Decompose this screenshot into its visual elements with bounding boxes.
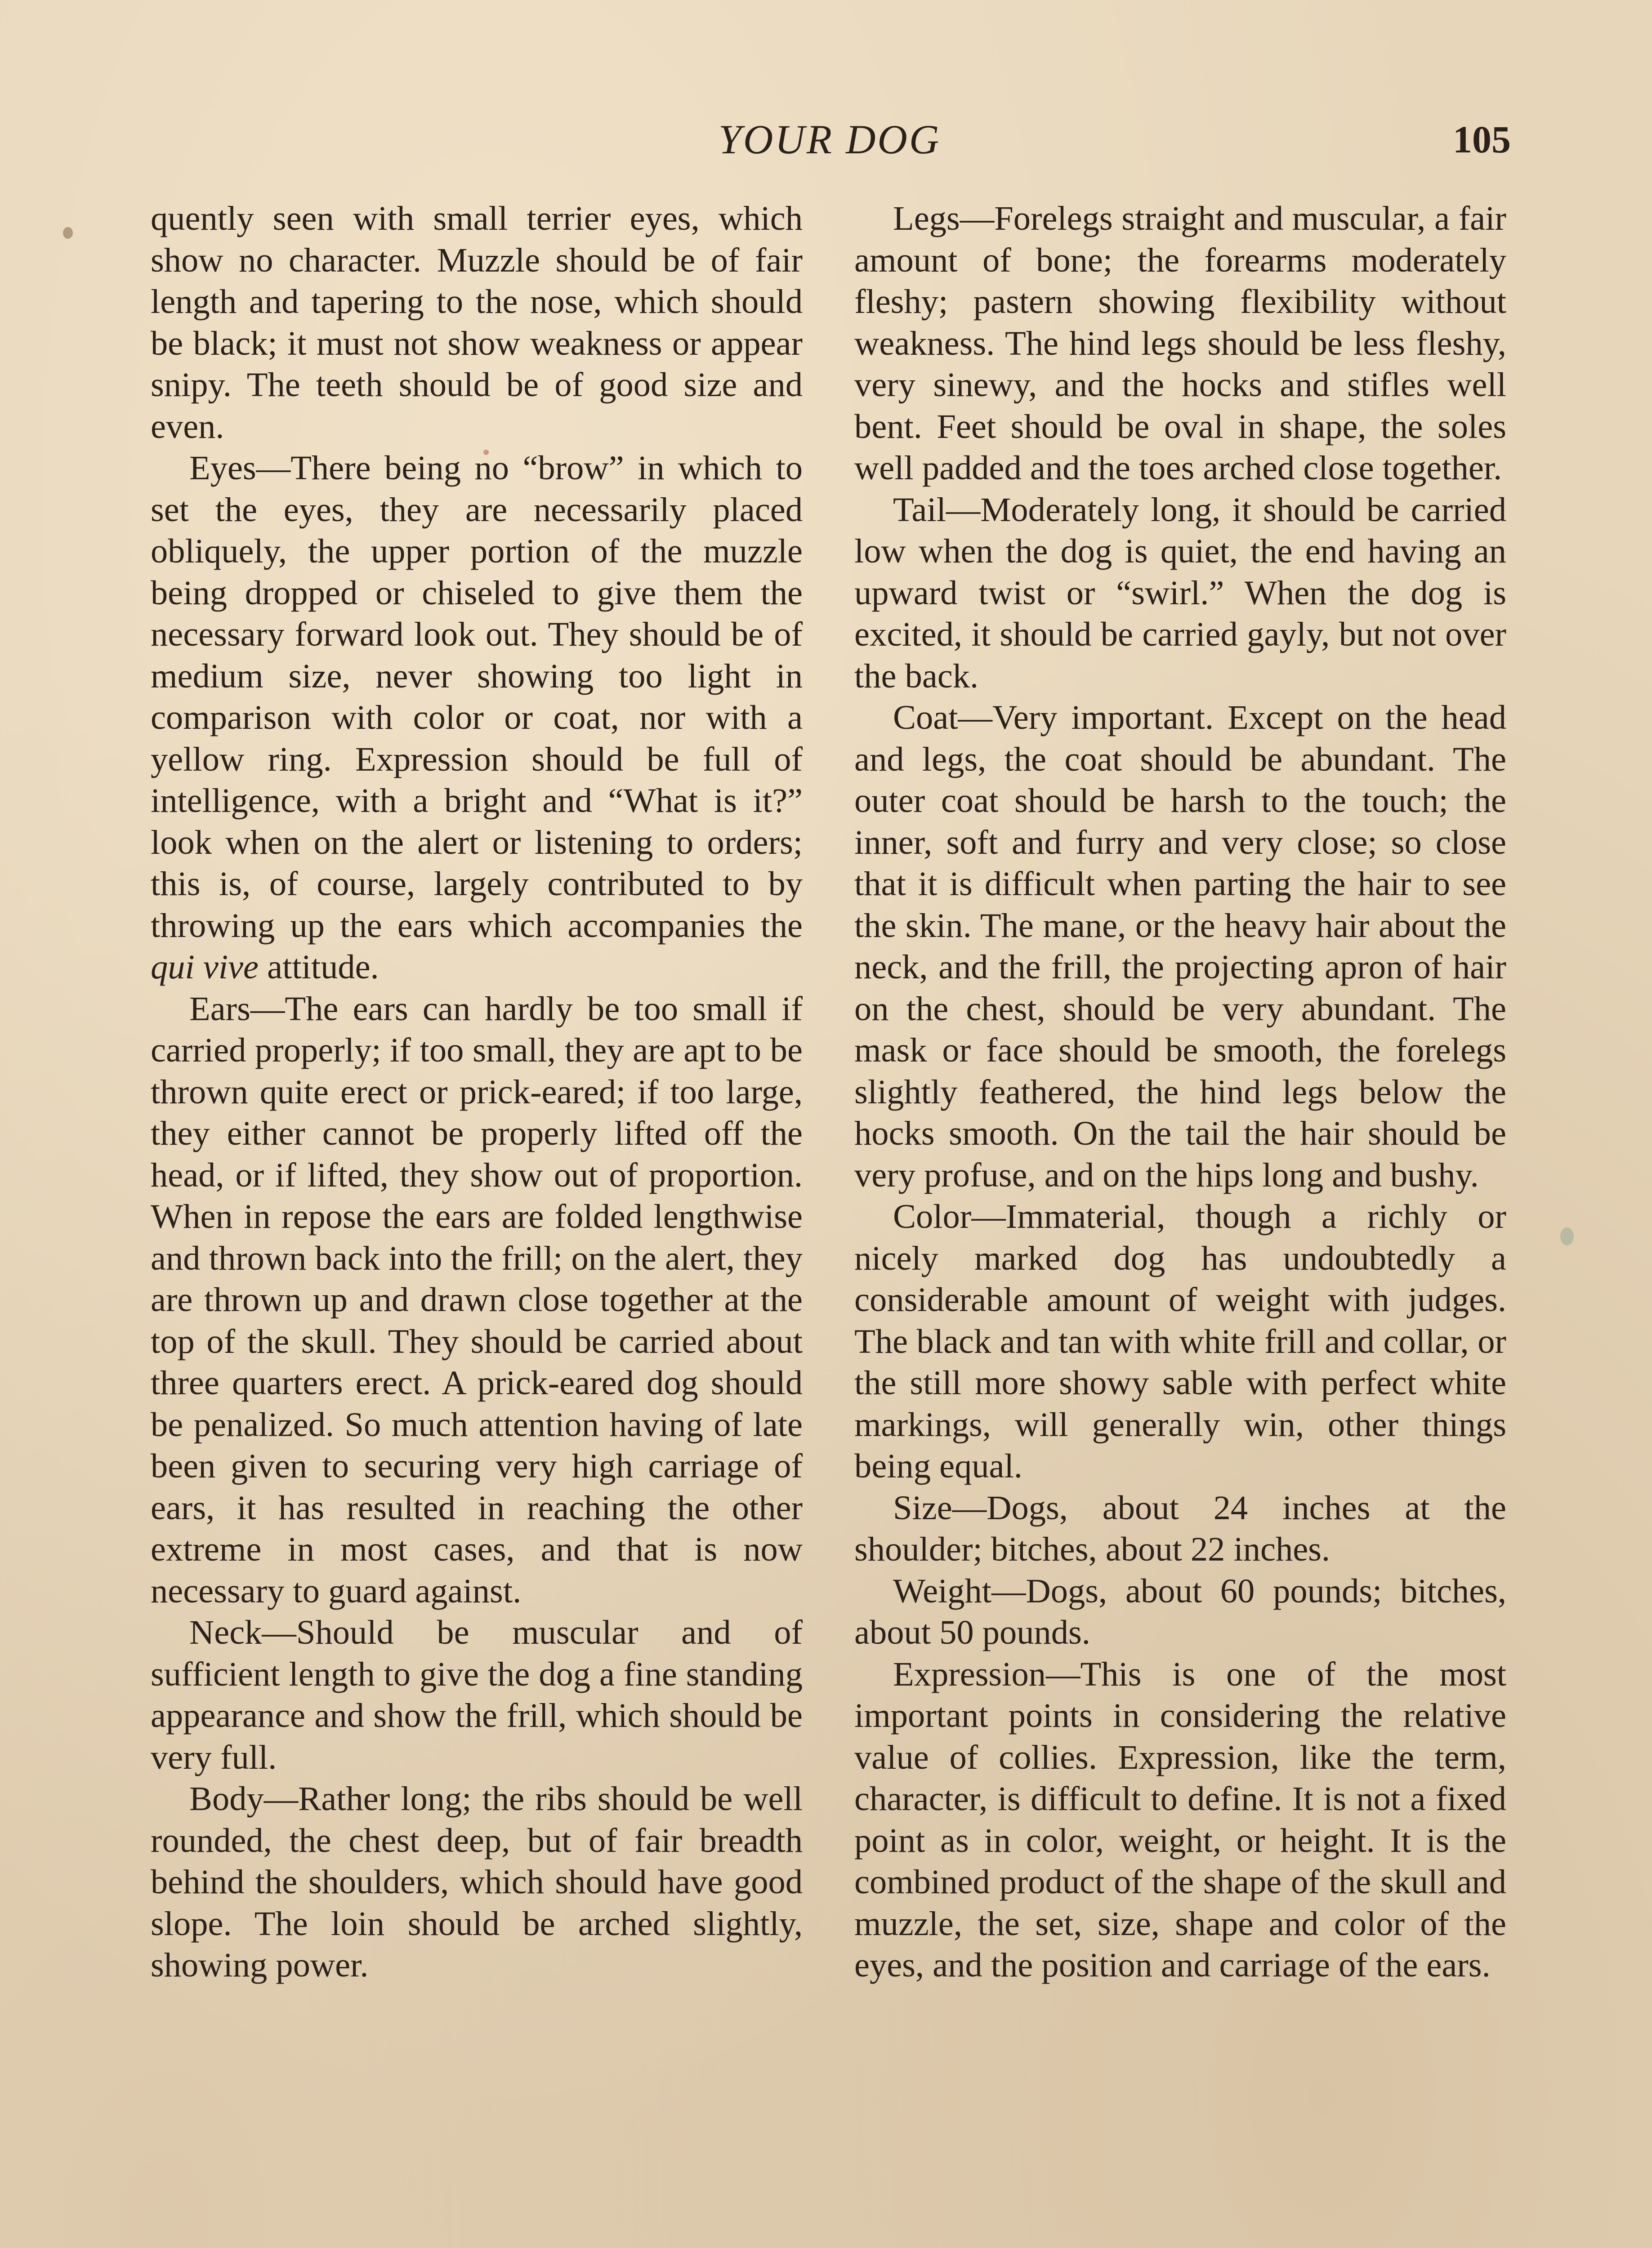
page-number: 105 [1453, 118, 1511, 161]
paragraph-weight: Weight—Dogs, about 60 pounds; bitches, about 50 pounds. [854, 1571, 1506, 1651]
paragraph-neck: Neck—Should be muscular and of sufficient length to give the dog a fine standing appearance and show the frill, which should be very full. [151, 1613, 803, 1776]
paragraph-muzzle: quently seen with small terrier eyes, which show no character. Muzzle should be of fair length and tapering to the nose, which should be black; it must not show weakness or appear snipy. The teeth should be of good size and even. [151, 199, 803, 446]
paragraph-size: Size—Dogs, about 24 inches at the shoulder; bitches, about 22 inches. [854, 1488, 1506, 1568]
paper-speck [63, 227, 73, 239]
paragraph-tail: Tail—Moderately long, it should be carried low when the dog is quiet, the end having an upward twist or “swirl.” When the dog is excited, it should be carried gayly, but not over the back. [854, 490, 1506, 695]
left-column [151, 198, 803, 1986]
running-title: YOUR DOG [718, 116, 941, 162]
paper-speck [483, 450, 489, 455]
paragraph-expression: Expression—This is one of the most important points in considering the relative value of collies. Expression, like the term, character, is difficult to define. It is not a fixed point as in color, weight, or height. It is the combined product of the shape of the skull and muzzle, the set, size, shape and color of the eyes, and the position and carriage of the ears. [854, 1655, 1506, 1984]
italic-phrase: qui vive [151, 948, 259, 986]
paragraph-body: Body—Rather long; the ribs should be well rounded, the chest deep, but of fair breadth behind the shoulders, which should have good slope. The loin should be arched slightly, showing power. [151, 1780, 803, 1984]
paragraph-ears: Ears—The ears can hardly be too small if carried properly; if too small, they are apt to be thrown quite erect or prick-eared; if too large, they either cannot be properly lifted off the head, or if lifted, they show out of proportion. When in repose the ears are folded lengthwise and thrown back into the frill; on the alert, they are thrown up and drawn close together at the top of the skull. They should be carried about three quarters erect. A prick-eared dog should be penalized. So much attention having of late been given to securing very high carriage of ears, it has resulted in reaching the other extreme in most cases, and that is now necessary to guard against. [151, 989, 803, 1610]
paragraph-coat: Coat—Very important. Except on the head and legs, the coat should be abundant. The outer coat should be harsh to the touch; the inner, soft and furry and very close; so close that it is difficult when parting the hair to see the skin. The mane, or the heavy hair about the neck, and the frill, the projecting apron of hair on the chest, should be very abundant. The mask or face should be smooth, the forelegs slightly feathered, the hind legs below the hocks smooth. On the tail the hair should be very profuse, and on the hips long and bushy. [854, 698, 1506, 1194]
right-column [854, 198, 1506, 1986]
paragraph-legs: Legs—Forelegs straight and muscular, a fair amount of bone; the forearms moderately fleshy; pastern showing flexibility without weakness. The hind legs should be less fleshy, very sinewy, and the hocks and stifles well bent. Feet should be oval in shape, the soles well padded and the toes arched close together. [854, 199, 1506, 487]
paragraph-eyes: Eyes—There being no “brow” in which to set the eyes, they are necessarily placed obliquely, the upper portion of the muzzle being dropped or chiseled to give them the necessary forward look out. They should be of medium size, never showing too light in comparison with color or coat, nor with a yellow ring. Expression should be full of intelligence, with a bright and “What is it?” look when on the alert or listening to orders; this is, of course, largely contributed to by throwing up the ears which accompanies the qui vive attitude. [151, 449, 803, 986]
paper-speck [1560, 1227, 1574, 1245]
page-header [148, 112, 1511, 166]
paragraph-color: Color—Immaterial, though a richly or nicely marked dog has undoubtedly a considerable amount of weight with judges. The black and tan with white frill and collar, or the still more showy sable with perfect white markings, will generally win, other things being equal. [854, 1197, 1506, 1485]
